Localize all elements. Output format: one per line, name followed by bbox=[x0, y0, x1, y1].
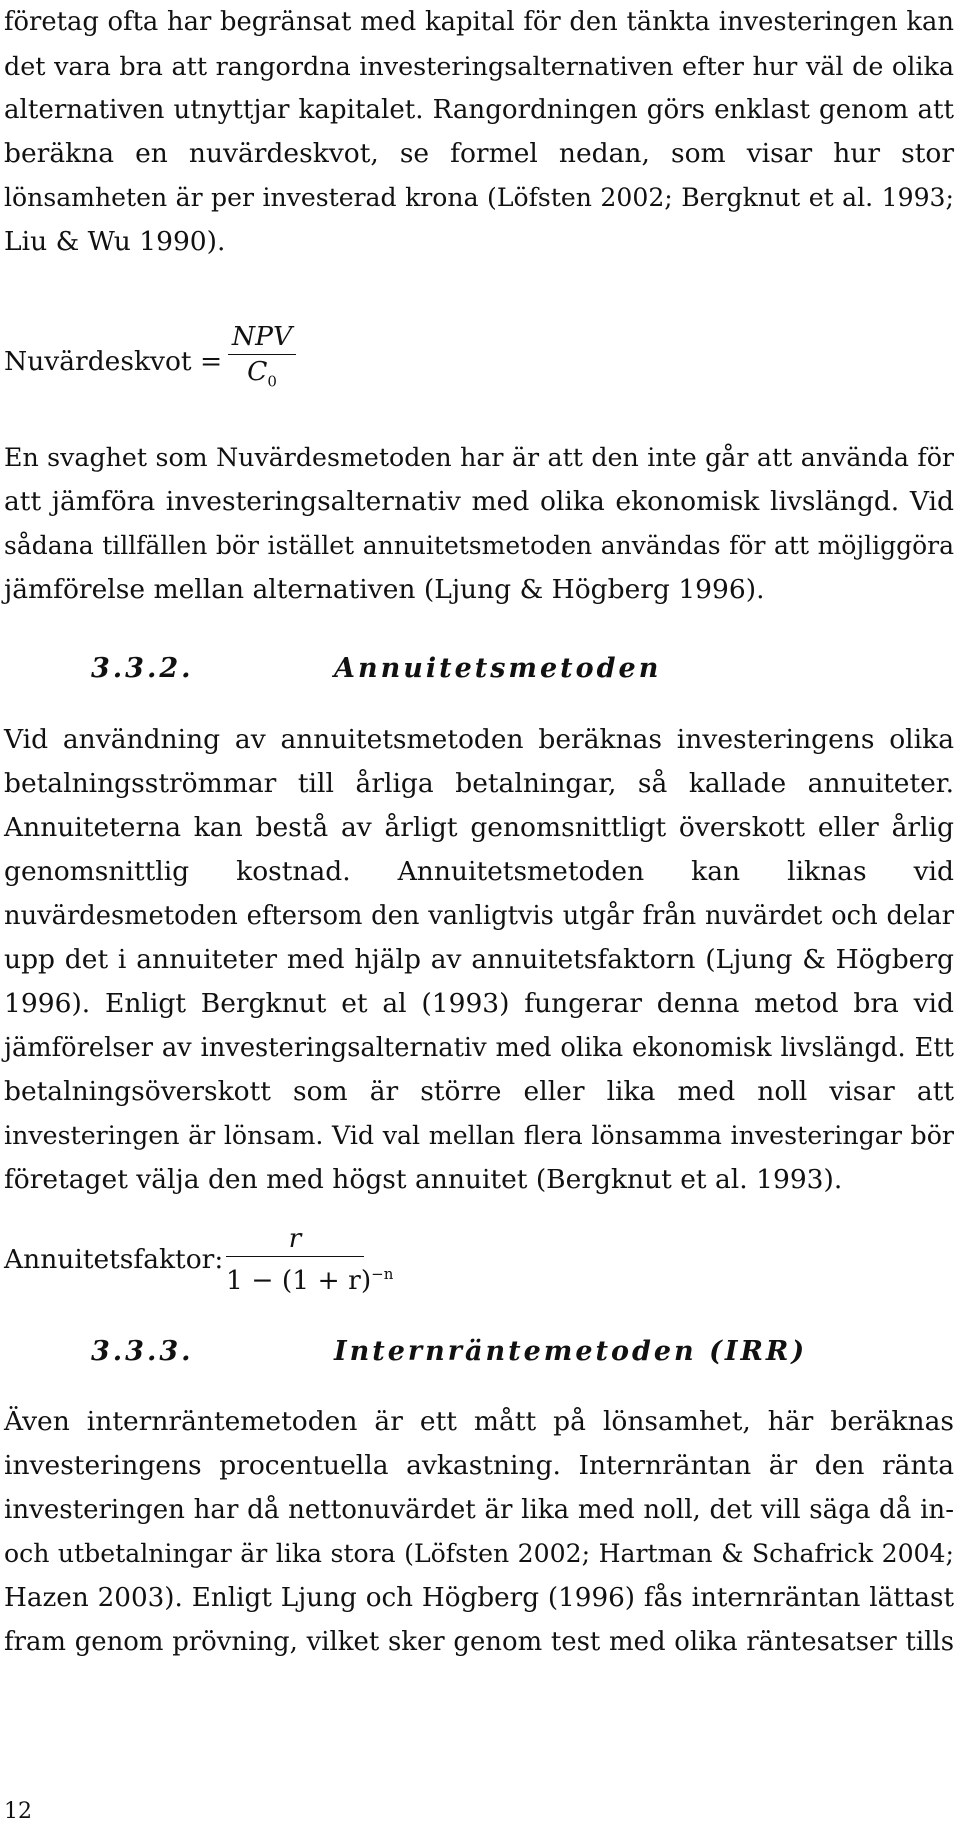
text-line: och utbetalningar är lika stora (Löfsten 2002; Hartman & Schafrick 2004; bbox=[4, 1539, 954, 1568]
page-number: 12 bbox=[4, 1799, 32, 1824]
text-line: upp det i annuiteter med hjälp av annuitetsfaktorn (Ljung & Högberg bbox=[4, 944, 954, 975]
text-line: alternativen utnyttjar kapitalet. Rangordningen görs enklast genom att bbox=[4, 95, 954, 125]
text-line: investeringen har då nettonuvärdet är lika med noll, det vill säga då in- bbox=[4, 1495, 954, 1525]
text-line: fram genom prövning, vilket sker genom test med olika räntesatser tills bbox=[4, 1627, 954, 1657]
section-number: 3.3.3. bbox=[91, 1336, 194, 1367]
fraction-denominator: $1 - (1 + r)^{-n}$ bbox=[226, 1264, 394, 1296]
text-line: nuvärdesmetoden eftersom den vanligtvis utgår från nuvärdet och delar bbox=[4, 901, 954, 931]
text-line: Annuiteterna kan bestå av årligt genomsnittligt överskott eller årlig bbox=[4, 812, 954, 843]
section-title: Annuitetsmetoden bbox=[334, 653, 662, 684]
fraction-numerator: NPV bbox=[231, 321, 293, 352]
text-line: Även internräntemetoden är ett mått på lönsamhet, här beräknas bbox=[4, 1406, 954, 1437]
fraction bbox=[228, 320, 296, 398]
text-line: Vid användning av annuitetsmetoden beräknas investeringens olika bbox=[4, 724, 954, 755]
text-line: En svaghet som Nuvärdesmetoden har är att den inte går att använda för bbox=[4, 443, 954, 472]
paragraph-npv-weakness bbox=[4, 436, 954, 612]
paragraph-intro bbox=[4, 0, 954, 264]
text-line: sådana tillfällen bör istället annuitetsmetoden användas för att möjliggöra bbox=[4, 531, 954, 560]
fraction-denominator: $C_0$ bbox=[247, 356, 277, 391]
text-line: betalningsströmmar till årliga betalningar, så kallade annuiteter. bbox=[4, 768, 954, 799]
text-line: jämförelser av investeringsalternativ med olika ekonomisk livslängd. Ett bbox=[4, 1033, 954, 1063]
text-line: Hazen 2003). Enligt Ljung och Högberg (1996) fås internräntan lättast bbox=[4, 1583, 954, 1613]
text-line: betalningsöverskott som är större eller lika med noll visar att bbox=[4, 1076, 954, 1107]
text-line: företaget välja den med högst annuitet (Bergknut et al. 1993). bbox=[4, 1164, 843, 1195]
section-number: 3.3.2. bbox=[91, 653, 194, 684]
fraction bbox=[226, 1222, 394, 1298]
text-line: jämförelse mellan alternativen (Ljung & Högberg 1996). bbox=[4, 574, 765, 605]
section-title: Internräntemetoden (IRR) bbox=[334, 1336, 808, 1367]
text-line: företag ofta har begränsat med kapital för den tänkta investeringen kan bbox=[4, 7, 954, 37]
text-line: lönsamheten är per investerad krona (Löfsten 2002; Bergknut et al. 1993; bbox=[4, 183, 954, 212]
paragraph-irr bbox=[4, 1400, 954, 1664]
formula-label: Annuitetsfaktor: bbox=[4, 1244, 224, 1275]
text-line: beräkna en nuvärdeskvot, se formel nedan, som visar hur stor bbox=[4, 138, 954, 169]
text-line: investeringen är lönsam. Vid val mellan flera lönsamma investeringar bör bbox=[4, 1121, 954, 1150]
fraction-numerator: r bbox=[288, 1223, 302, 1254]
text-line: investeringens procentuella avkastning. Internräntan är den ränta bbox=[4, 1450, 954, 1481]
text-line: det vara bra att rangordna investeringsalternativen efter hur väl de olika bbox=[4, 51, 954, 81]
text-line: Liu & Wu 1990). bbox=[4, 226, 226, 257]
text-line: att jämföra investeringsalternativ med olika ekonomisk livslängd. Vid bbox=[4, 486, 954, 517]
text-line: genomsnittlig kostnad. Annuitetsmetoden kan liknas vid bbox=[4, 856, 954, 887]
formula-label: Nuvärdeskvot = bbox=[4, 346, 223, 377]
paragraph-annuity bbox=[4, 718, 954, 1202]
text-line: 1996). Enligt Bergknut et al (1993) fungerar denna metod bra vid bbox=[4, 988, 954, 1019]
